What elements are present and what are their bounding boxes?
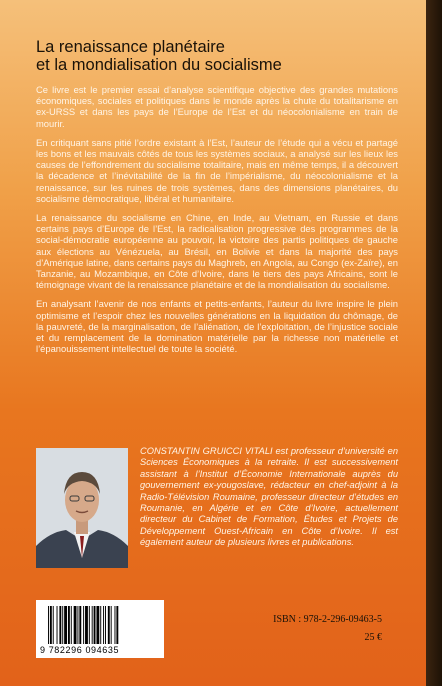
title-line-1: La renaissance planétaire <box>36 38 225 56</box>
author-photo <box>36 448 128 568</box>
isbn: ISBN : 978-2-296-09463-5 <box>273 614 382 625</box>
blurb-paragraph: En critiquant sans pitié l’ordre existant à l’Est, l’auteur de l’étude qui a vécu et partagé les bons et les mauvais côtés de tous les systèmes sociaux, a analysé sur les lieux les causes de l’effondrement du socialisme totalitaire, mais en même temps, il a découvert la décadence et l’inévitabilité de la fin de l’impérialisme, du néocolonialisme et la renaissance, sur les ruines de trois systèmes, dans des dimensions planétaires, du socialisme démocratique, libéral et humanitaire. <box>36 136 398 204</box>
title-line-2: et la mondialisation du socialisme <box>36 56 282 74</box>
book-title <box>36 38 396 74</box>
barcode-digits: 9 782296 094635 <box>40 645 120 655</box>
book-spine-edge <box>426 0 442 686</box>
author-bio: CONSTANTIN GRUICCI VITALI est professeur d’université en Sciences Économiques à la retraite. Il est successivement assistant à l’Institut d’Économie Internationale auprès du gouvernement ex-yougoslave, rédacteur en chef-adjoint à la Radio-Télévision Roumaine, professeur directeur d’études en Roumanie, en Algérie et en Côte d’Ivoire, actuellement directeur du Cabinet de Formation, Études et Projets de Développement Ouest-Africain en Côte d’Ivoire. Il est également auteur de plusieurs livres et publications. <box>140 446 398 548</box>
barcode-bars <box>48 606 152 644</box>
barcode <box>36 600 164 658</box>
blurb-paragraph: Ce livre est le premier essai d’analyse scientifique objective des grandes mutations économiques, sociales et politiques dans le monde après la chute du totalitarisme en ex-URSS et dans les pays de l’Europe de l’Est et du néocolonialisme en train de mourir. <box>36 84 398 129</box>
blurb-paragraph: La renaissance du socialisme en Chine, en Inde, au Vietnam, en Russie et dans certains pays d’Europe de l’Est, la radicalisation progressive des programmes de la social-démocratie européenne au pouvoir, la victoire des partis politiques de gauche aux élections au Vénézuela, au Brésil, en Bolivie et dans la majorité des pays d’Amérique latine, dans certains pays du Maghreb, en Angola, au Congo (ex-Zaïre), en Tanzanie, au Mozambique, en Côte d’Ivoire, dans le tiers des pays Africains, sont le témoignage vivant de la renaissance planétaire et de la mondialisation du socialisme. <box>36 212 398 291</box>
price: 25 € <box>364 632 382 643</box>
blurb-paragraph: En analysant l’avenir de nos enfants et petits-enfants, l’auteur du livre inspire le plein optimisme et l’espoir chez les nouvelles générations en la liquidation du chômage, de la pauvreté, de la marginalisation, de l’aliénation, de l’exploitation, de l’injustice sociale et du remplacement de la domination matérielle par la richesse non matérielle et l’épanouissement intellectuel de toute la société. <box>36 298 398 355</box>
blurb <box>36 84 398 362</box>
